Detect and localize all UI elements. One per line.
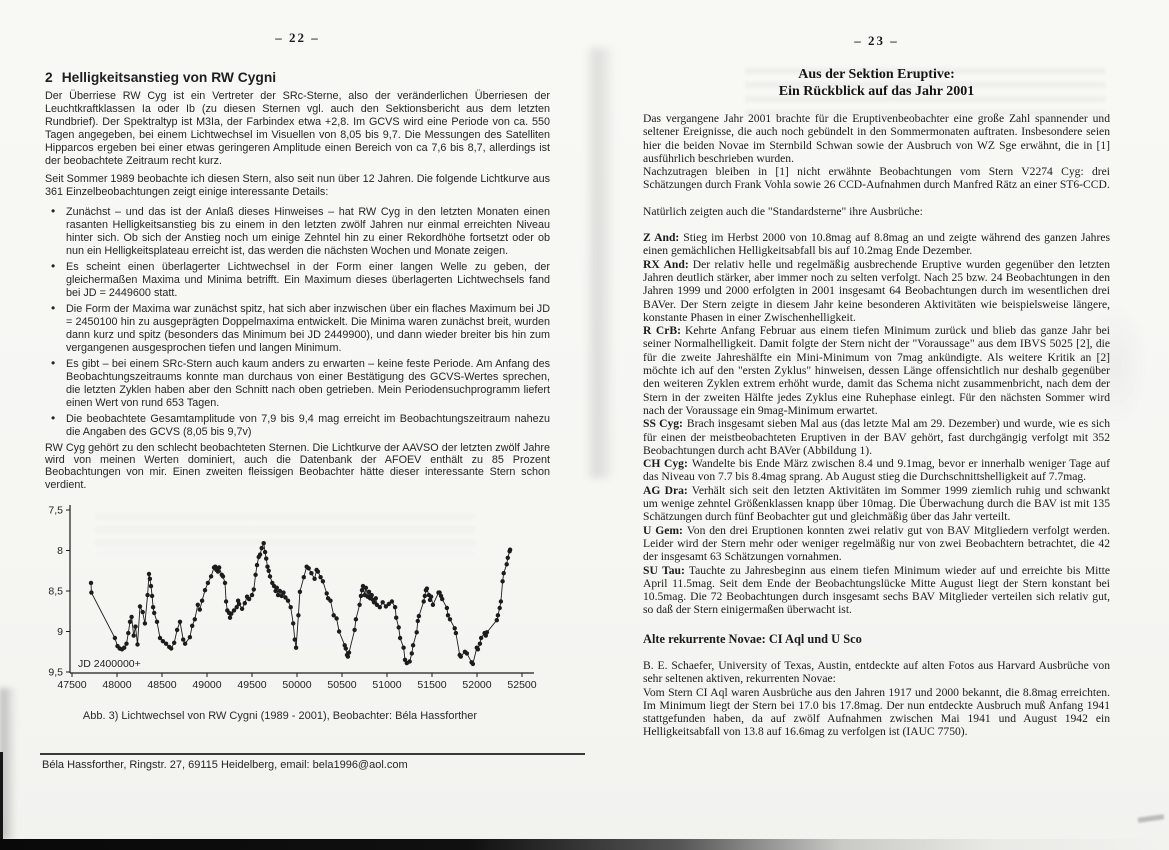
star-name: R CrB: (643, 324, 681, 338)
gutter-shadow-artifact (585, 48, 615, 478)
star-name: SS Cyg: (643, 417, 683, 431)
body-paragraph: Vom Stern CI Aql waren Ausbrüche aus den Jahren 1917 und 2000 bekannt, die 8.8mag erreichten. Im Minimum liegt der Stern bei 17.0 bis 17.8mag. Der nun entdeckte Ausbruch muß Anfang 1941 stattgefunden haben, da auf zwölf Aufnahmen zwischen Mai 1941 und August 1942 ein Helligkeitsabfall von 13.8 auf 16.6mag zu verfolgen ist (IAUC 7750). (643, 685, 1110, 739)
subsection-heading: Alte rekurrente Novae: CI Aql und U Sco (643, 631, 862, 646)
svg-text:51500: 51500 (417, 679, 447, 691)
body-paragraph: RW Cyg gehört zu den schlecht beobachteten Sternen. Die Lichtkurve der AAVSO der letzten zwölf Jahre wird von meinen Werten dominiert, auch die Datenbank der AFOEV enthält zu 85 Prozent Beobachtungen von mir. Einen zweiten fleissigen Beobachter hätte dieser interessante Stern schon verdient. (45, 442, 550, 491)
body-paragraph: Der Überriese RW Cyg ist ein Vertreter der SRc-Sterne, also der veränderlichen Überriesen der Leuchtkraftklassen Ia oder Ib (zu diesen Sternen vgl. auch den Sektionsbericht aus dem letzten Rundbrief). Der Spektraltyp ist M3Ia, der Farbindex etwa +2,8. Im GCVS wird eine Periode von ca. 550 Tagen angegeben, bei einem Lichtwechsel im Visuellen von 8,05 bis 9,7. Die Messungen des Satelliten Hipparcos ergeben bei einer etwas geringeren Amplitude einen Bereich von ca 7,6 bis 8,7, allerdings ist der beobachtete Zeitraum recht kurz. (45, 90, 550, 167)
star-entry (643, 457, 1110, 484)
svg-text:49500: 49500 (237, 679, 267, 691)
body-paragraph: Das vergangene Jahr 2001 brachte für die Eruptivenbeobachter eine große Zahl spannender und seltener Ereignisse, die auch noch gebündelt in den Sommermonaten auftraten. Insbesondere seien hier die beiden Novae im Sternbild Schwan sowie der Ausbruch von WZ Sge erwähnt, die in [1] ausführlich beschrieben wurden. (643, 112, 1110, 165)
star-name: Z And: (643, 231, 680, 245)
bullet-item: • Es gibt – bei einem SRc-Stern auch kaum anders zu erwarten – keine feste Periode. Am Anfang des Beobachtungszeitraums konnte man durchaus von einer Bestätigung des GCVS-Wertes sprechen, die letzten Zyklen haben aber den Schnitt nach oben getrieben. Mein Periodensuchprogramm liefert einen Wert von rund 653 Tagen. (45, 358, 550, 410)
star-text: Von den drei Eruptionen konnten zwei relativ gut von BAV Mitgliedern verfolgt werden. Leider wird der Stern mehr oder weniger regelmäßig nur von zwei Beobachtern betrachtet, die 42 der insgesamt 63 Schätzungen vornahmen. (643, 523, 1110, 564)
body-paragraph: Seit Sommer 1989 beobachte ich diesen Stern, also seit nun über 12 Jahren. Die folgende Lichtkurve aus 361 Einzelbeobachtungen zeigt einige interessante Details: (45, 173, 550, 198)
svg-text:48500: 48500 (147, 679, 177, 691)
page-number-right: – 23 – (854, 33, 899, 48)
svg-text:52500: 52500 (507, 679, 537, 691)
smudge-artifact (1138, 814, 1164, 823)
page-number-left: – 22 – (275, 30, 320, 45)
svg-text:47500: 47500 (57, 679, 87, 691)
svg-text:7,5: 7,5 (48, 504, 63, 517)
left-page-body (45, 90, 550, 496)
svg-text:8: 8 (57, 545, 63, 557)
section-number: 2 (45, 70, 53, 85)
right-page-body (643, 112, 1110, 739)
star-name: SU Tau: (643, 563, 685, 577)
light-curve-svg (38, 495, 548, 697)
star-entry (643, 231, 1110, 258)
light-curve-chart (38, 495, 548, 697)
bullet-list (45, 206, 550, 439)
body-paragraph: B. E. Schaefer, University of Texas, Austin, entdeckte auf alten Fotos aus Harvard Ausbrüche von sehr seltenen aktiven, rekurrenten Novae: (643, 658, 1110, 686)
star-name: RX And: (643, 257, 689, 271)
star-text: Verhält sich seit den letzten Aktivitäten im Sommer 1999 ziemlich ruhig und schwankt um wenige zehntel Größenklassen knapp über 10mag. Die Überwachung durch die BAV ist mit 135 Schätzungen durch fünf Beobachter gut und gleichmäßig über das Jahr verteilt. (643, 483, 1110, 524)
svg-text:9: 9 (57, 626, 63, 638)
svg-text:9,5: 9,5 (48, 666, 63, 679)
star-report-list (643, 231, 1110, 617)
star-name: AG Dra: (643, 483, 688, 497)
svg-text:49000: 49000 (192, 679, 222, 691)
star-text: Wandelte bis Ende März zwischen 8.4 und 9.1mag, bevor er innerhalb weniger Tage auf das Niveau von 7.7 bis 8.4mag sprang. Ab August stieg die Durchschnittshelligkeit auf 7.7mag. (643, 457, 1110, 484)
star-text: Der relativ helle und regelmäßig ausbrechende Eruptive wurden gegenüber den letzten Jahren deutlich stärker, aber immer noch zu selten verfolgt. Nach 25 bzw. 24 Beobachtungen in den Jahren 1999 und 2000 erfolgten in 2001 insgesamt 64 Beobachtungen durch im wesentlichen drei BAVer. Der Stern zeigte in diesem Jahr keine besonderen Aktivitäten wie beispielsweise längere, konstante Phasen in einer Zwischenhelligkeit. (643, 257, 1111, 324)
scan-edge-artifact (0, 752, 3, 850)
scan-edge-artifact (0, 839, 1169, 850)
star-text: Stieg im Herbst 2000 von 10.8mag auf 8.8mag an und zeigte während des ganzen Jahres einen gemächlichen Helligkeitsabfall bis auf 10.2mag Ende Dezember. (643, 231, 1111, 258)
star-entry (643, 417, 1110, 457)
article-heading-line2: Ein Rückblick auf das Jahr 2001 (778, 84, 975, 99)
star-entry (643, 524, 1110, 564)
article-heading-line1: Aus der Sektion Eruptive: (798, 67, 955, 82)
author-contact-line: Béla Hassforther, Ringstr. 27, 69115 Heidelberg, email: bela1996@aol.com (42, 759, 408, 771)
star-text: Kehrte Anfang Februar aus einem tiefen Minimum zurück und blieb das ganze Jahr bei seiner Normalhelligkeit. Damit folgte der Stern nicht der "Voraussage" aus dem IBVS 5025 [2], die für die zweite Jahreshälfte ein Mini-Minimum von 7mag ankündigte. Als weitere Kritik an [2] möchte ich auf den "ersten Zyklus" hinweisen, dessen Länge offensichtlich nur deshalb gegenüber den weiteren Zyklen extrem erhöht wurde, damit das Schema nicht zusammenbricht, nach dem der Stern in der zweiten Hälfte jedes Zyklus eine Ruhephase einlegt. Für den nächsten Sommer wird nach der Voraussage ein 9mag-Minimum erwartet. (643, 324, 1110, 417)
section-heading (45, 70, 550, 85)
svg-text:8,5: 8,5 (48, 585, 63, 598)
article-heading (643, 66, 1110, 100)
bullet-item: • Die Form der Maxima war zunächst spitz, hat sich aber inzwischen über ein flaches Maximum bei JD = 2450100 hin zu ausgeprägten Doppelmaxima entwickelt. Die Minima waren zunächst breit, wurden dann kurz und spitz (besonders das Minimum bei JD 2449900), und dann wieder breiter bis hin zum vergangenen ausgesprochen tiefen und langen Minimum. (45, 303, 550, 355)
bullet-item: • Es scheint einen überlagerter Lichtwechsel in der Form einer langen Welle zu geben, der gleichermaßen Maxima und Minima betrifft. Ein Maximum dieses überlagerten Lichtwechsels fand bei JD = 2449600 statt. (45, 261, 550, 300)
svg-text:48000: 48000 (102, 679, 132, 691)
smudge-artifact (0, 688, 16, 840)
star-entry (643, 564, 1110, 617)
body-paragraph: Natürlich zeigten auch die "Standardsterne" ihre Ausbrüche: (643, 204, 923, 218)
star-name: U Gem: (643, 523, 683, 537)
section-title: Helligkeitsanstieg von RW Cygni (61, 70, 277, 85)
star-text: Brach insgesamt sieben Mal aus (das letzte Mal am 29. Dezember) und wurde, wie es sich für einen der meistbeobachteten Eruptiven in der BAV gehört, fast durchgängig verfolgt mit 352 Beobachtungen durch acht BAVer (Abbildung 1). (643, 417, 1110, 457)
star-entry (643, 484, 1110, 524)
star-entry (643, 258, 1110, 324)
svg-text:50500: 50500 (327, 679, 357, 691)
star-text: Tauchte zu Jahresbeginn aus einem tiefen Minimum wieder auf und erreichte bis Mitte April 11.5mag. Seit dem Ende der Beobachtungslücke Mitte August liegt der Stern konstant bei 10.5mag. Die 72 Beobachtungen durch insgesamt sechs BAV Mitglieder verteilen sich relativ gut, so daß der Stern einigermaßen überwacht ist. (643, 563, 1110, 617)
svg-text:50000: 50000 (282, 679, 312, 691)
bullet-item: • Zunächst – und das ist der Anlaß dieses Hinweises – hat RW Cyg in den letzten Monaten einen rasanten Helligkeitsanstieg bis zu einem in den letzten zwölf Jahren nur einmal erreichten Niveau hinter sich. Ob sich der Anstieg noch um einige Zehntel hin zu einer Rekordhöhe fortsetzt oder ob nun ein Helligkeitsplateau erreicht ist, das werden die nächsten Wochen und Monate zeigen. (45, 206, 550, 258)
star-name: CH Cyg: (643, 457, 688, 471)
svg-text:52000: 52000 (462, 679, 492, 691)
figure-caption: Abb. 3) Lichtwechsel von RW Cygni (1989 - 2001), Beobachter: Béla Hassforther (82, 710, 478, 722)
footer-rule (40, 753, 585, 755)
bullet-item: • Die beobachtete Gesamtamplitude von 7,9 bis 9,4 mag erreicht im Beobachtungszeitraum nahezu die Angaben des GCVS (8,05 bis 9,7v) (45, 413, 550, 439)
svg-text:51000: 51000 (372, 679, 402, 691)
star-entry (643, 324, 1110, 417)
svg-text:JD 2400000+: JD 2400000+ (78, 658, 141, 670)
body-paragraph: Nachzutragen bleiben in [1] nicht erwähnte Beobachtungen vom Stern V2274 Cyg: drei Schätzungen durch Frank Vohla sowie 26 CCD-Aufnahmen durch Manfred Rätz an einer ST6-CCD. (643, 165, 1110, 192)
